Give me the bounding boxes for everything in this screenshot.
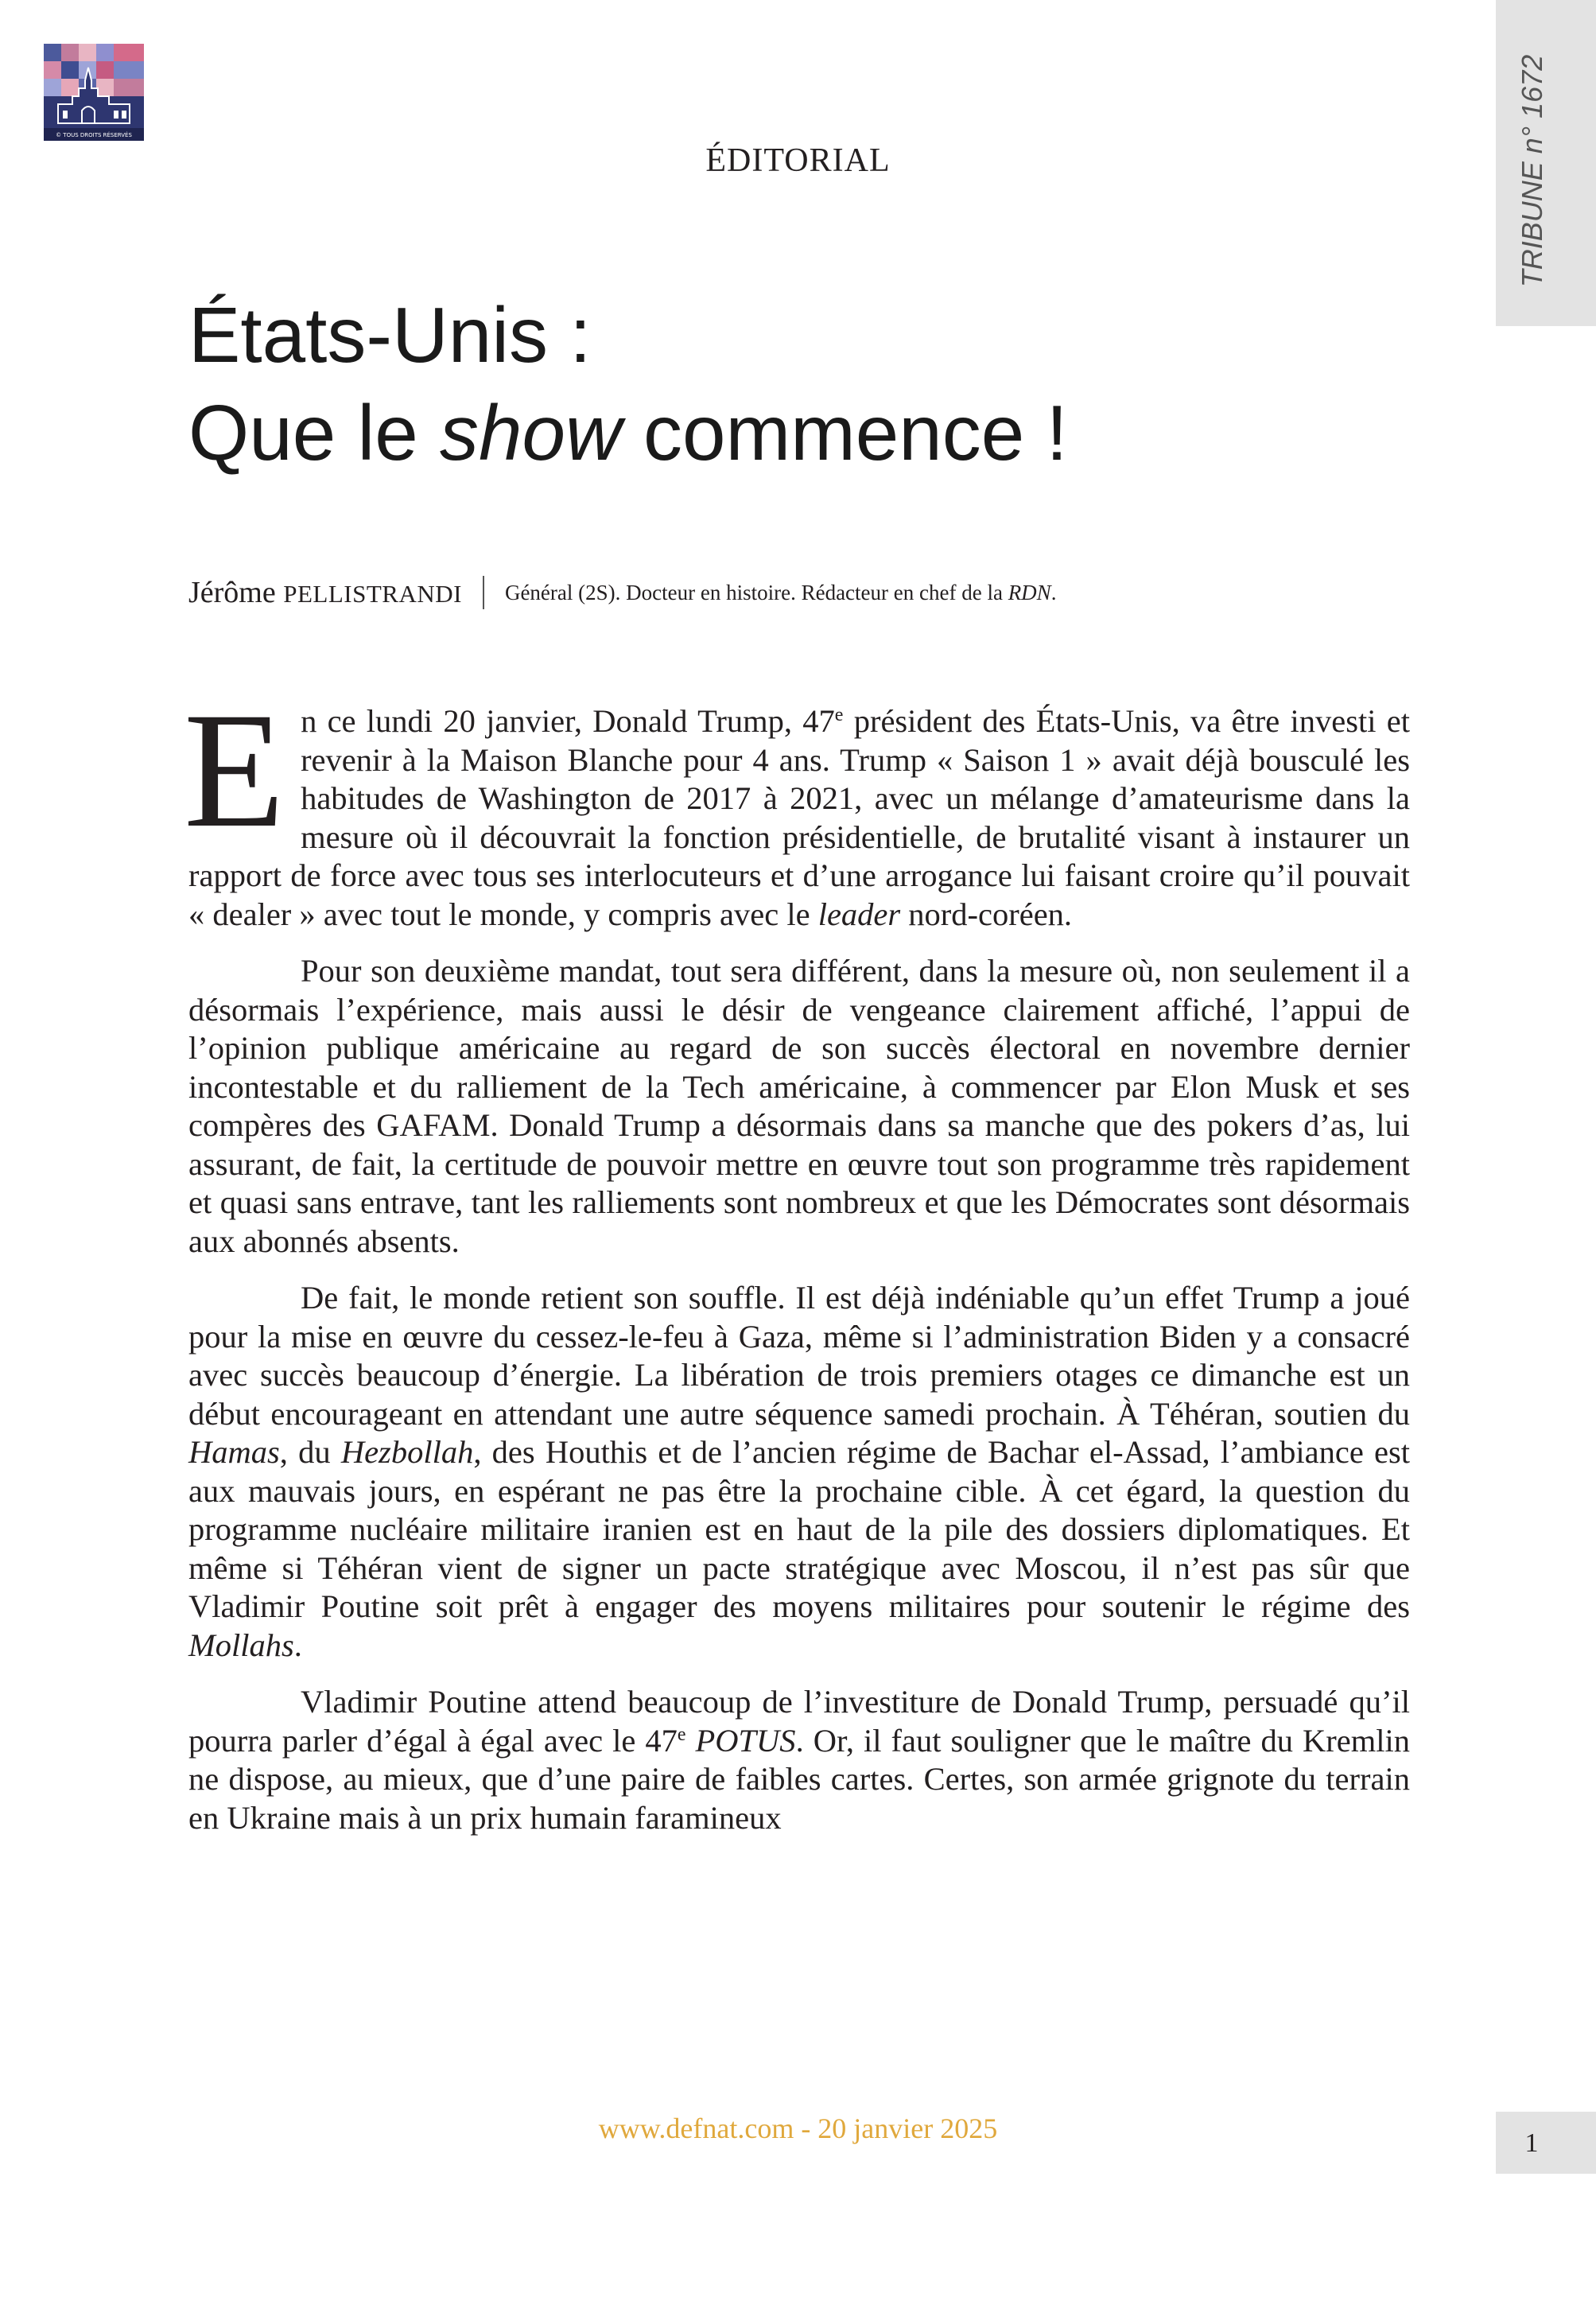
author-name: Jérôme PELLISTRANDI [188, 576, 462, 609]
footer-url-date[interactable]: www.defnat.com - 20 janvier 2025 [598, 2112, 998, 2144]
paragraph-1: En ce lundi 20 janvier, Donald Trump, 47e président des États-Unis, va être investi et revenir à la Maison Blanche pour 4 ans. Trump « Saison 1 » avait déjà bousculé les habitudes de Washington de 2017 à 2021, avec un mélange d’amateurisme dans la mesure où il découvrait la fonction présidentielle, de brutalité visant à instaurer un rapport de force avec tous ses interlocuteurs et d’une arrogance lui faisant croire qu’il pouvait « dealer » avec tout le monde, y compris avec le leader nord-coréen. [184, 678, 1411, 932]
title-line-1: États-Unis : [188, 291, 592, 379]
byline [188, 573, 1461, 612]
paragraph-2: Pour son deuxième mandat, tout sera différent, dans la mesure où, non seulement il a désormais l’expérience, mais aussi le désir de vengeance clairement affiché, l’appui de l’opinion publique américaine au regard de son succès électoral en novembre dernier incontestable et du ralliement de la Tech américaine, à commencer par Elon Musk et ses compères des GAFAM. Donald Trump a désormais dans sa manche que des pokers d’as, lui assurant, de fait, la certitude de pouvoir mettre en œuvre tout son programme très rapidement et quasi sans entrave, tant les ralliements sont nombreux et que les Démocrates sont désormais aux abonnés absents. [188, 953, 1410, 1259]
rdn-logo [44, 44, 144, 141]
paragraph-4: Vladimir Poutine attend beaucoup de l’investiture de Donald Trump, persuadé qu’il pourra parler d’égal à égal avec le 47e POTUS. Or, il faut souligner que le maître du Kremlin ne dispose, au mieux, que d’une paire de faibles cartes. Certes, son armée grignote du terrain en Ukraine mais à un prix humain faramineux [188, 1684, 1410, 1836]
drop-cap: E [184, 678, 285, 861]
title-italic: show [439, 389, 622, 476]
tribune-number: TRIBUNE n° 1672 [1516, 54, 1548, 288]
title-line-2: Que le show commence ! [188, 389, 1068, 476]
paragraph-3: De fait, le monde retient son souffle. Il est déjà indéniable qu’un effet Trump a joué pour la mise en œuvre du cessez-le-feu à Gaza, même si l’administration Biden y a consacré avec succès beaucoup d’énergie. La libération de trois premiers otages ce dimanche est un début encourageant en attendant une autre séquence samedi prochain. À Téhéran, soutien du Hamas, du Hezbollah, des Houthis et de l’ancien régime de Bachar el-Assad, l’ambiance est aux mauvais jours, en espérant ne pas être la prochaine cible. À cet égard, la question du programme nucléaire militaire iranien est en haut de la pile des dossiers diplomatiques. Et même si Téhéran vient de signer un pacte stratégique avec Moscou, il n’est pas sûr que Vladimir Poutine soit prêt à engager des moyens militaires pour soutenir le régime des Mollahs. [188, 1280, 1410, 1663]
byline-divider [483, 576, 484, 609]
author-affiliation: Général (2S). Docteur en histoire. Rédacteur en chef de la RDN. [504, 580, 1057, 604]
section-label: ÉDITORIAL [705, 142, 891, 179]
page-number: 1 [1524, 2128, 1539, 2158]
logo-caption: © TOUS DROITS RÉSERVÉS [56, 132, 132, 138]
article-body [184, 678, 1411, 1856]
page-title [188, 286, 1381, 482]
